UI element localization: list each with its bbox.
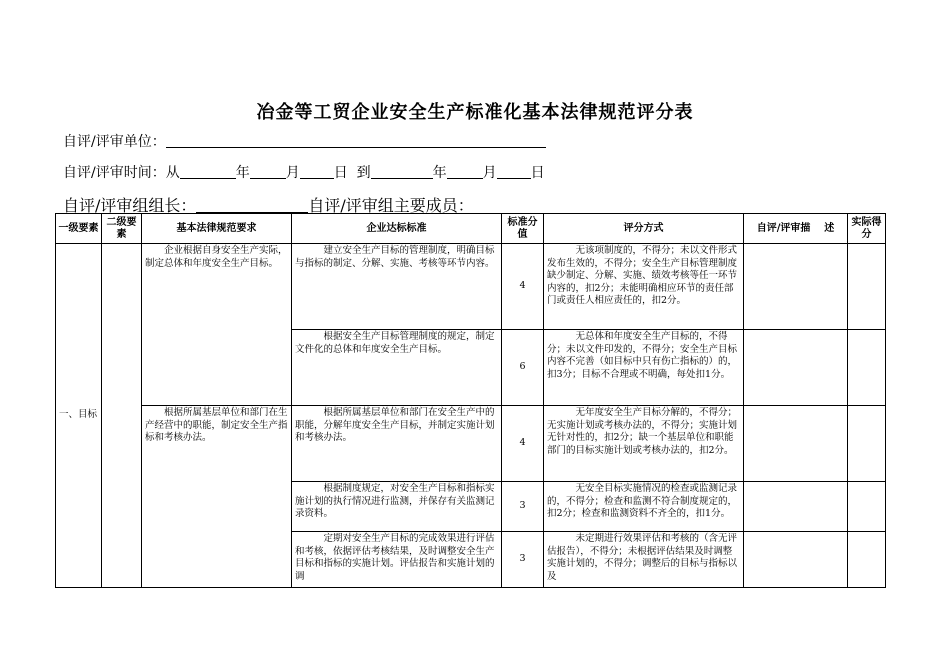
standard-cell: 根据所属基层单位和部门在安全生产中的职能，分解年度安全生产目标，并制定实施计划和考核办法。 <box>292 406 502 482</box>
actual-score-cell[interactable] <box>848 482 886 532</box>
time-label: 自评/评审时间：从 <box>63 165 180 181</box>
col-header: 评分方式 <box>544 214 744 244</box>
table-header-row <box>56 214 886 244</box>
table-row <box>56 406 886 482</box>
self-review-cell[interactable] <box>744 482 848 532</box>
actual-score-cell[interactable] <box>848 244 886 330</box>
from-month-blank[interactable] <box>250 164 286 179</box>
day-to-label: 日 到 <box>333 165 371 181</box>
year-label: 年 <box>432 165 447 181</box>
from-day-blank[interactable] <box>300 164 334 179</box>
month-label: 月 <box>482 165 497 181</box>
unit-line <box>63 131 546 151</box>
self-review-cell[interactable] <box>744 406 848 482</box>
day-label: 日 <box>530 165 545 181</box>
standard-cell: 根据制度规定，对安全生产目标和指标实施计划的执行情况进行监测，并保存有关监测记录资料。 <box>292 482 502 532</box>
score-table <box>55 213 886 588</box>
year-label: 年 <box>235 165 250 181</box>
month-label: 月 <box>285 165 300 181</box>
to-year-blank[interactable] <box>371 164 433 179</box>
from-year-blank[interactable] <box>180 164 236 179</box>
score-cell: 6 <box>502 330 544 406</box>
actual-score-cell[interactable] <box>848 532 886 588</box>
to-month-blank[interactable] <box>447 164 483 179</box>
col-header: 二级要素 <box>102 214 142 244</box>
members-label: 自评/评审组主要成员： <box>308 196 474 215</box>
method-cell: 未定期进行效果评估和考核的（含无评估报告），不得分；未根据评估结果及时调整实施计划的，不得分；调整后的目标与指标以及 <box>544 532 744 588</box>
leader-label: 自评/评审组组长： <box>63 196 197 215</box>
level1-element: 一、目标 <box>56 244 102 588</box>
level2-element <box>102 244 142 588</box>
self-review-cell[interactable] <box>744 244 848 330</box>
score-cell: 3 <box>502 482 544 532</box>
col-header: 标准分值 <box>502 214 544 244</box>
score-cell: 4 <box>502 406 544 482</box>
col-header: 自评/评审描 述 <box>744 214 848 244</box>
requirement-cell: 企业根据自身安全生产实际，制定总体和年度安全生产目标。 <box>142 244 292 406</box>
score-cell: 3 <box>502 532 544 588</box>
method-cell: 无安全目标实施情况的检查或监测记录的，不得分；检查和监测不符合制度规定的，扣2分；检查和监测资料不齐全的，扣1分。 <box>544 482 744 532</box>
page-title: 冶金等工贸企业安全生产标准化基本法律规范评分表 <box>256 102 694 123</box>
col-header: 企业达标标准 <box>292 214 502 244</box>
actual-score-cell[interactable] <box>848 330 886 406</box>
method-cell: 无该项制度的，不得分；未以文件形式发布生效的，不得分；安全生产目标管理制度缺少制定、分解、实施、绩效考核等任一环节内容的，扣2分；未能明确相应环节的责任部门或责任人相应责任的，扣2分。 <box>544 244 744 330</box>
self-review-cell[interactable] <box>744 330 848 406</box>
unit-blank[interactable] <box>166 133 546 148</box>
to-day-blank[interactable] <box>497 164 531 179</box>
method-cell: 无年度安全生产目标分解的，不得分；无实施计划或考核办法的，不得分；实施计划无针对性的，扣2分；缺一个基层单位和职能部门的目标实施计划或考核办法的，扣2分。 <box>544 406 744 482</box>
standard-cell: 根据安全生产目标管理制度的规定，制定文件化的总体和年度安全生产目标。 <box>292 330 502 406</box>
leader-blank[interactable] <box>196 198 308 213</box>
col-header: 一级要素 <box>56 214 102 244</box>
standard-cell: 定期对安全生产目标的完成效果进行评估和考核，依据评估考核结果，及时调整安全生产目标和指标的实施计划。评估报告和实施计划的调 <box>292 532 502 588</box>
requirement-cell: 根据所属基层单位和部门在生产经营中的职能，制定安全生产指标和考核办法。 <box>142 406 292 588</box>
table-row <box>56 244 886 330</box>
self-review-cell[interactable] <box>744 532 848 588</box>
unit-label: 自评/评审单位： <box>63 134 166 150</box>
method-cell: 无总体和年度安全生产目标的，不得分；未以文件印发的，不得分；安全生产目标内容不完善（如目标中只有伤亡指标的）的，扣3分；目标不合理或不明确，每处扣1分。 <box>544 330 744 406</box>
standard-cell: 建立安全生产目标的管理制度，明确目标与指标的制定、分解、实施、考核等环节内容。 <box>292 244 502 330</box>
actual-score-cell[interactable] <box>848 406 886 482</box>
time-line <box>63 162 545 182</box>
score-cell: 4 <box>502 244 544 330</box>
col-header: 实际得分 <box>848 214 886 244</box>
col-header: 基本法律规范要求 <box>142 214 292 244</box>
